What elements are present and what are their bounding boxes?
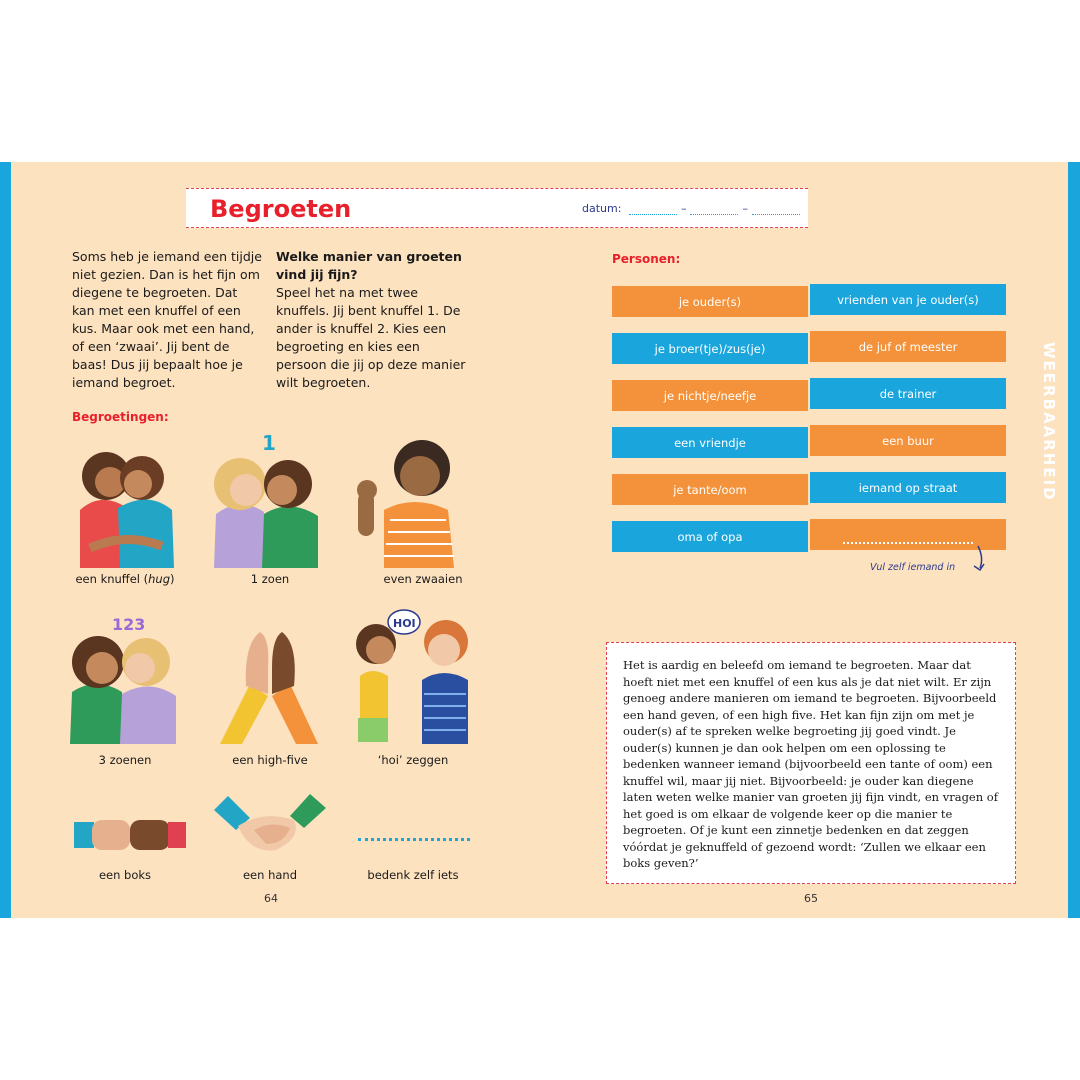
caption-hug: een knuffel (hug) <box>75 572 175 586</box>
hoi-bubble: HOI <box>393 617 416 630</box>
three-kisses-illustration <box>64 612 184 744</box>
say-hi-illustration <box>344 604 480 744</box>
kiss-marker: 1 <box>262 431 276 455</box>
page-number-right: 65 <box>804 892 818 905</box>
caption-three-kisses: 3 zoenen <box>98 753 152 767</box>
parent-info-text: Het is aardig en beleefd om iemand te begroeten. Maar dat hoeft niet met een knuffel of een kus als je dat niet wilt. Er zijn genoeg andere manieren om iemand te begroeten. Bijvoorbeeld een hand geven, of een high five. Het kan fijn zijn om met je ouder(s) af te spreken welke begroeting jij goed vindt. Je ouder(s) kunnen je dan ook helpen om een oplossing te bedenken wanneer iemand (bijvoorbeeld een tante of oom) een knuffel wil, maar jij niet. Bijvoorbeeld: je ouder kan diegene laten weten welke manier van groeten jij fijn vindt, en vragen of het goed is om elkaar de volgende keer op die manier te begroeten. Of je kunt een zinnetje bedenken en dat zeggen vóórdat je geknuffeld of gezoend wordt: ‘Zullen we elkaar een boks geven?’ <box>623 658 998 870</box>
date-day-line[interactable] <box>629 214 677 215</box>
fist-bump-illustration <box>74 812 186 856</box>
side-tab-label: WEERBAARHEID <box>1040 342 1058 502</box>
person-pill[interactable]: je tante/oom <box>612 474 808 505</box>
left-edge-band <box>0 162 11 918</box>
caption-handshake: een hand <box>242 868 298 882</box>
person-pill[interactable]: iemand op straat <box>810 472 1006 503</box>
person-pill[interactable]: de juf of meester <box>810 331 1006 362</box>
handshake-illustration <box>214 790 326 856</box>
title-box <box>186 188 808 228</box>
greetings-heading: Begroetingen: <box>72 410 169 424</box>
date-month-line[interactable] <box>690 214 738 215</box>
intro-text: Soms heb je iemand een tijdje niet gezien. Dan is het fijn om diegene te begroeten. Dat kan met een knuffel of een kus. Maar ook met een hand, of een ‘zwaai’. Jij bent de baas! Dus jij bepaalt hoe je iemand begroet. <box>72 249 262 390</box>
question-text: Speel het na met twee knuffels. Jij bent knuffel 1. De ander is knuffel 2. Kies een begroeting en kies een persoon die jij op deze manier wilt begroeten. <box>276 285 466 390</box>
caption-high-five: een high-five <box>232 753 308 767</box>
caption-fist-bump: een boks <box>98 868 152 882</box>
high-five-illustration <box>210 624 330 744</box>
person-pill[interactable]: je broer(tje)/zus(je) <box>612 333 808 364</box>
date-field: datum: – – <box>582 202 804 215</box>
person-pill[interactable]: de trainer <box>810 378 1006 409</box>
caption-kiss: 1 zoen <box>250 572 290 586</box>
hug-illustration <box>70 440 180 568</box>
date-year-line[interactable] <box>752 214 800 215</box>
wave-illustration <box>354 436 464 568</box>
side-tab <box>1026 162 1068 918</box>
parent-info-box <box>606 642 1016 884</box>
person-pill[interactable]: je ouder(s) <box>612 286 808 317</box>
kiss-illustration <box>206 430 326 568</box>
person-pill[interactable]: een buur <box>810 425 1006 456</box>
page-title: Begroeten <box>210 195 352 223</box>
page-number-left: 64 <box>264 892 278 905</box>
kisses-marker: 123 <box>112 615 146 634</box>
arrow-icon <box>968 544 990 574</box>
blank-dotted-line <box>843 542 973 544</box>
date-label: datum: <box>582 202 622 215</box>
person-pill[interactable]: vrienden van je ouder(s) <box>810 284 1006 315</box>
persons-heading: Personen: <box>612 252 681 266</box>
person-pill[interactable]: oma of opa <box>612 521 808 552</box>
question-block <box>276 248 472 392</box>
person-pill[interactable]: je nichtje/neefje <box>612 380 808 411</box>
right-edge-band <box>1068 162 1080 918</box>
caption-own-idea: bedenk zelf iets <box>367 868 459 882</box>
dotted-line[interactable] <box>358 838 470 841</box>
question-heading: Welke manier van groeten vind jij fijn? <box>276 249 462 282</box>
caption-wave: even zwaaien <box>383 572 463 586</box>
caption-say-hi: ‘hoi’ zeggen <box>377 753 449 767</box>
fill-in-note: Vul zelf iemand in <box>870 562 956 573</box>
person-pill[interactable]: een vriendje <box>612 427 808 458</box>
